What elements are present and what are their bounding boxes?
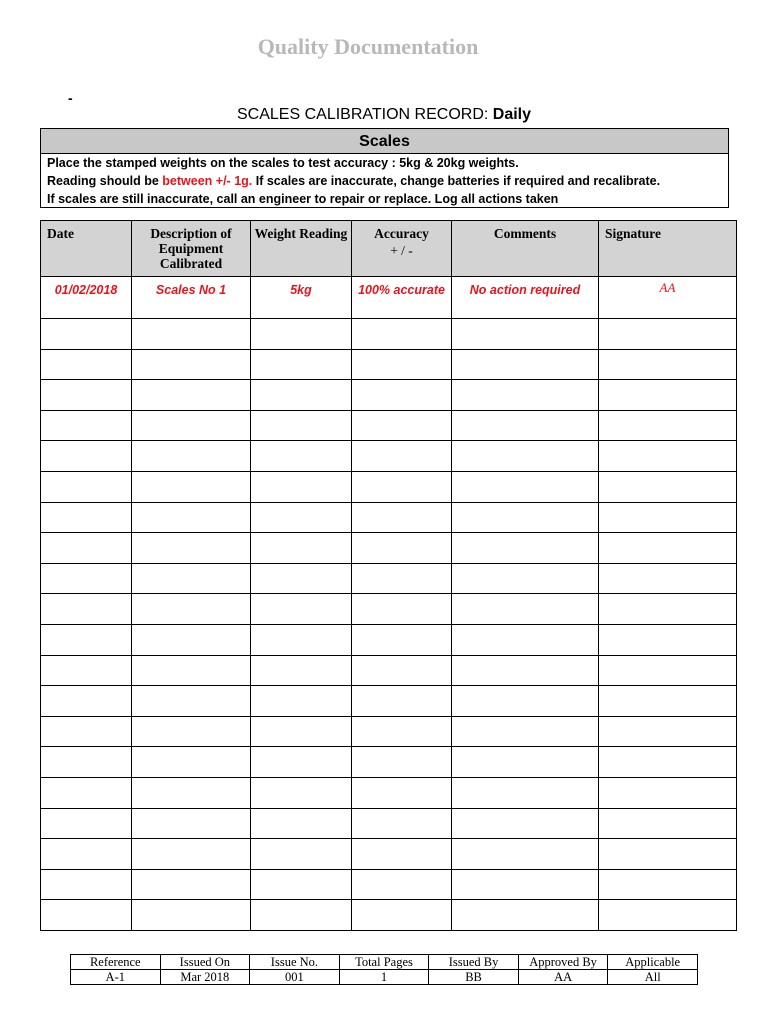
cell-accuracy[interactable] xyxy=(352,655,452,686)
table-row xyxy=(41,410,737,441)
document-header-title: Quality Documentation xyxy=(257,34,479,59)
cell-accuracy[interactable] xyxy=(352,839,452,870)
cell-accuracy[interactable] xyxy=(352,533,452,564)
cell-accuracy[interactable] xyxy=(352,686,452,717)
table-row xyxy=(41,624,737,655)
cell-date[interactable] xyxy=(41,380,132,411)
instruction-line-2 xyxy=(41,172,728,190)
cell-description[interactable] xyxy=(132,747,251,778)
cell-comments[interactable] xyxy=(452,349,599,380)
cell-weight[interactable] xyxy=(251,808,352,839)
cell-signature[interactable] xyxy=(599,594,737,625)
cell-date[interactable] xyxy=(41,777,132,808)
cell-comments[interactable] xyxy=(452,441,599,472)
header-description: Description of Equipment Calibrated xyxy=(132,221,251,277)
cell-signature[interactable] xyxy=(599,624,737,655)
cell-signature[interactable] xyxy=(599,747,737,778)
cell-signature[interactable] xyxy=(599,716,737,747)
cell-date[interactable] xyxy=(41,410,132,441)
cell-weight[interactable] xyxy=(251,471,352,502)
cell-comments[interactable] xyxy=(452,839,599,870)
cell-description[interactable] xyxy=(132,441,251,472)
cell-signature[interactable] xyxy=(599,686,737,717)
cell-signature[interactable] xyxy=(599,533,737,564)
cell-weight[interactable]: 5kg xyxy=(251,277,352,319)
table-row xyxy=(41,319,737,350)
cell-weight[interactable] xyxy=(251,655,352,686)
footer-issue-no-value: 001 xyxy=(250,970,340,985)
table-row xyxy=(41,502,737,533)
cell-signature[interactable] xyxy=(599,563,737,594)
footer-approved-by-label: Approved By xyxy=(518,955,608,970)
cell-date[interactable] xyxy=(41,716,132,747)
cell-date[interactable] xyxy=(41,533,132,564)
table-row xyxy=(41,471,737,502)
table-row xyxy=(41,686,737,717)
cell-accuracy[interactable] xyxy=(352,471,452,502)
cell-date[interactable] xyxy=(41,655,132,686)
instructions-box xyxy=(40,128,729,208)
cell-description[interactable] xyxy=(132,502,251,533)
calibration-log-table xyxy=(40,220,737,931)
cell-signature[interactable] xyxy=(599,869,737,900)
cell-comments[interactable] xyxy=(452,563,599,594)
record-title xyxy=(0,106,768,124)
instruction-line-2-pre: Reading should be xyxy=(47,174,163,188)
cell-signature[interactable] xyxy=(599,410,737,441)
cell-comments[interactable]: No action required xyxy=(452,277,599,319)
cell-date[interactable] xyxy=(41,594,132,625)
cell-date[interactable] xyxy=(41,471,132,502)
cell-date[interactable] xyxy=(41,563,132,594)
cell-weight[interactable] xyxy=(251,533,352,564)
footer-reference-label: Reference xyxy=(71,955,161,970)
cell-accuracy[interactable] xyxy=(352,349,452,380)
table-row xyxy=(41,533,737,564)
cell-weight[interactable] xyxy=(251,410,352,441)
table-row xyxy=(41,441,737,472)
cell-date[interactable] xyxy=(41,869,132,900)
cell-description[interactable] xyxy=(132,380,251,411)
tolerance-highlight: between +/- 1g. xyxy=(162,174,253,188)
table-row xyxy=(41,900,737,931)
cell-weight[interactable] xyxy=(251,686,352,717)
cell-accuracy[interactable] xyxy=(352,319,452,350)
cell-weight[interactable] xyxy=(251,319,352,350)
cell-accuracy[interactable] xyxy=(352,777,452,808)
cell-description[interactable] xyxy=(132,716,251,747)
table-row xyxy=(41,594,737,625)
footer-issued-by-label: Issued By xyxy=(429,955,519,970)
cell-weight[interactable] xyxy=(251,839,352,870)
cell-signature[interactable] xyxy=(599,900,737,931)
cell-weight[interactable] xyxy=(251,869,352,900)
cell-comments[interactable] xyxy=(452,655,599,686)
footer-issue-no-label: Issue No. xyxy=(250,955,340,970)
cell-description[interactable] xyxy=(132,686,251,717)
cell-date[interactable] xyxy=(41,900,132,931)
cell-comments[interactable] xyxy=(452,716,599,747)
header-accuracy xyxy=(352,221,452,277)
cell-accuracy[interactable] xyxy=(352,563,452,594)
cell-description[interactable] xyxy=(132,410,251,441)
table-row xyxy=(41,869,737,900)
cell-description[interactable] xyxy=(132,808,251,839)
cell-weight[interactable] xyxy=(251,563,352,594)
log-body xyxy=(41,277,737,931)
cell-description[interactable] xyxy=(132,471,251,502)
cell-weight[interactable] xyxy=(251,900,352,931)
cell-date[interactable] xyxy=(41,624,132,655)
cell-weight[interactable] xyxy=(251,380,352,411)
cell-description[interactable] xyxy=(132,777,251,808)
instruction-line-2-post: If scales are inaccurate, change batteries if required and recalibrate. xyxy=(252,174,661,188)
record-title-main: SCALES CALIBRATION RECORD: xyxy=(237,106,489,123)
cell-description[interactable] xyxy=(132,533,251,564)
cell-date[interactable] xyxy=(41,502,132,533)
cell-weight[interactable] xyxy=(251,624,352,655)
cell-signature[interactable] xyxy=(599,380,737,411)
cell-comments[interactable] xyxy=(452,533,599,564)
footer-applicable-value: All xyxy=(608,970,698,985)
footer-reference-value: A-1 xyxy=(71,970,161,985)
cell-comments[interactable] xyxy=(452,808,599,839)
cell-date[interactable] xyxy=(41,808,132,839)
log-header-row xyxy=(41,221,737,277)
cell-comments[interactable] xyxy=(452,686,599,717)
cell-accuracy[interactable] xyxy=(352,410,452,441)
header-weight-reading: Weight Reading xyxy=(251,221,352,277)
instruction-line-3: If scales are still inaccurate, call an engineer to repair or replace. Log all actions taken xyxy=(47,192,559,206)
footer-issued-on-value: Mar 2018 xyxy=(160,970,250,985)
cell-comments[interactable] xyxy=(452,380,599,411)
cell-description[interactable] xyxy=(132,319,251,350)
cell-signature[interactable] xyxy=(599,349,737,380)
footer-issued-by-value: BB xyxy=(429,970,519,985)
cell-description[interactable] xyxy=(132,839,251,870)
cell-accuracy[interactable] xyxy=(352,716,452,747)
document-control-footer xyxy=(70,954,698,985)
cell-description[interactable] xyxy=(132,624,251,655)
cell-accuracy[interactable] xyxy=(352,624,452,655)
dash-mark: - xyxy=(68,90,73,106)
cell-comments[interactable] xyxy=(452,747,599,778)
cell-signature[interactable] xyxy=(599,319,737,350)
table-row xyxy=(41,839,737,870)
cell-description[interactable]: Scales No 1 xyxy=(132,277,251,319)
footer-total-pages-label: Total Pages xyxy=(339,955,429,970)
footer-issued-on-label: Issued On xyxy=(160,955,250,970)
cell-date[interactable]: 01/02/2018 xyxy=(41,277,132,319)
header-accuracy-label: Accuracy xyxy=(374,226,429,241)
cell-comments[interactable] xyxy=(452,471,599,502)
cell-accuracy[interactable] xyxy=(352,594,452,625)
footer-approved-by-value: AA xyxy=(518,970,608,985)
cell-comments[interactable] xyxy=(452,319,599,350)
table-row xyxy=(41,277,737,319)
record-title-period: Daily xyxy=(488,106,531,123)
table-row xyxy=(41,349,737,380)
footer-applicable-label: Applicable xyxy=(608,955,698,970)
cell-weight[interactable] xyxy=(251,441,352,472)
cell-accuracy[interactable] xyxy=(352,869,452,900)
cell-weight[interactable] xyxy=(251,716,352,747)
header-date: Date xyxy=(41,221,132,277)
table-row xyxy=(41,380,737,411)
footer-total-pages-value: 1 xyxy=(339,970,429,985)
cell-accuracy[interactable]: 100% accurate xyxy=(352,277,452,319)
cell-comments[interactable] xyxy=(452,869,599,900)
cell-accuracy[interactable] xyxy=(352,900,452,931)
cell-weight[interactable] xyxy=(251,502,352,533)
cell-date[interactable] xyxy=(41,686,132,717)
footer-header-row xyxy=(71,955,698,970)
cell-accuracy[interactable] xyxy=(352,747,452,778)
instructions-band-title: Scales xyxy=(41,129,728,154)
cell-date[interactable] xyxy=(41,839,132,870)
cell-date[interactable] xyxy=(41,441,132,472)
table-row xyxy=(41,716,737,747)
cell-comments[interactable] xyxy=(452,777,599,808)
cell-comments[interactable] xyxy=(452,410,599,441)
table-row xyxy=(41,777,737,808)
cell-accuracy[interactable] xyxy=(352,380,452,411)
cell-accuracy[interactable] xyxy=(352,441,452,472)
cell-comments[interactable] xyxy=(452,502,599,533)
cell-weight[interactable] xyxy=(251,777,352,808)
cell-weight[interactable] xyxy=(251,349,352,380)
table-row xyxy=(41,563,737,594)
cell-signature[interactable] xyxy=(599,471,737,502)
cell-description[interactable] xyxy=(132,563,251,594)
footer-value-row xyxy=(71,970,698,985)
cell-accuracy[interactable] xyxy=(352,502,452,533)
cell-date[interactable] xyxy=(41,747,132,778)
cell-date[interactable] xyxy=(41,319,132,350)
cell-signature[interactable] xyxy=(599,839,737,870)
cell-signature[interactable] xyxy=(599,502,737,533)
table-row xyxy=(41,808,737,839)
cell-description[interactable] xyxy=(132,655,251,686)
cell-comments[interactable] xyxy=(452,624,599,655)
table-row xyxy=(41,655,737,686)
cell-signature[interactable] xyxy=(599,777,737,808)
cell-signature[interactable] xyxy=(599,655,737,686)
cell-signature[interactable] xyxy=(599,808,737,839)
table-row xyxy=(41,747,737,778)
cell-signature[interactable]: AA xyxy=(599,277,737,319)
cell-description[interactable] xyxy=(132,900,251,931)
cell-signature[interactable] xyxy=(599,441,737,472)
instruction-line-1: Place the stamped weights on the scales to test accuracy : 5kg & 20kg weights. xyxy=(47,156,519,170)
cell-date[interactable] xyxy=(41,349,132,380)
header-comments: Comments xyxy=(452,221,599,277)
cell-weight[interactable] xyxy=(251,747,352,778)
cell-accuracy[interactable] xyxy=(352,808,452,839)
cell-description[interactable] xyxy=(132,349,251,380)
cell-comments[interactable] xyxy=(452,594,599,625)
cell-description[interactable] xyxy=(132,594,251,625)
cell-description[interactable] xyxy=(132,869,251,900)
header-signature: Signature xyxy=(599,221,737,277)
cell-weight[interactable] xyxy=(251,594,352,625)
cell-comments[interactable] xyxy=(452,900,599,931)
header-accuracy-sub: + / - xyxy=(390,243,413,258)
